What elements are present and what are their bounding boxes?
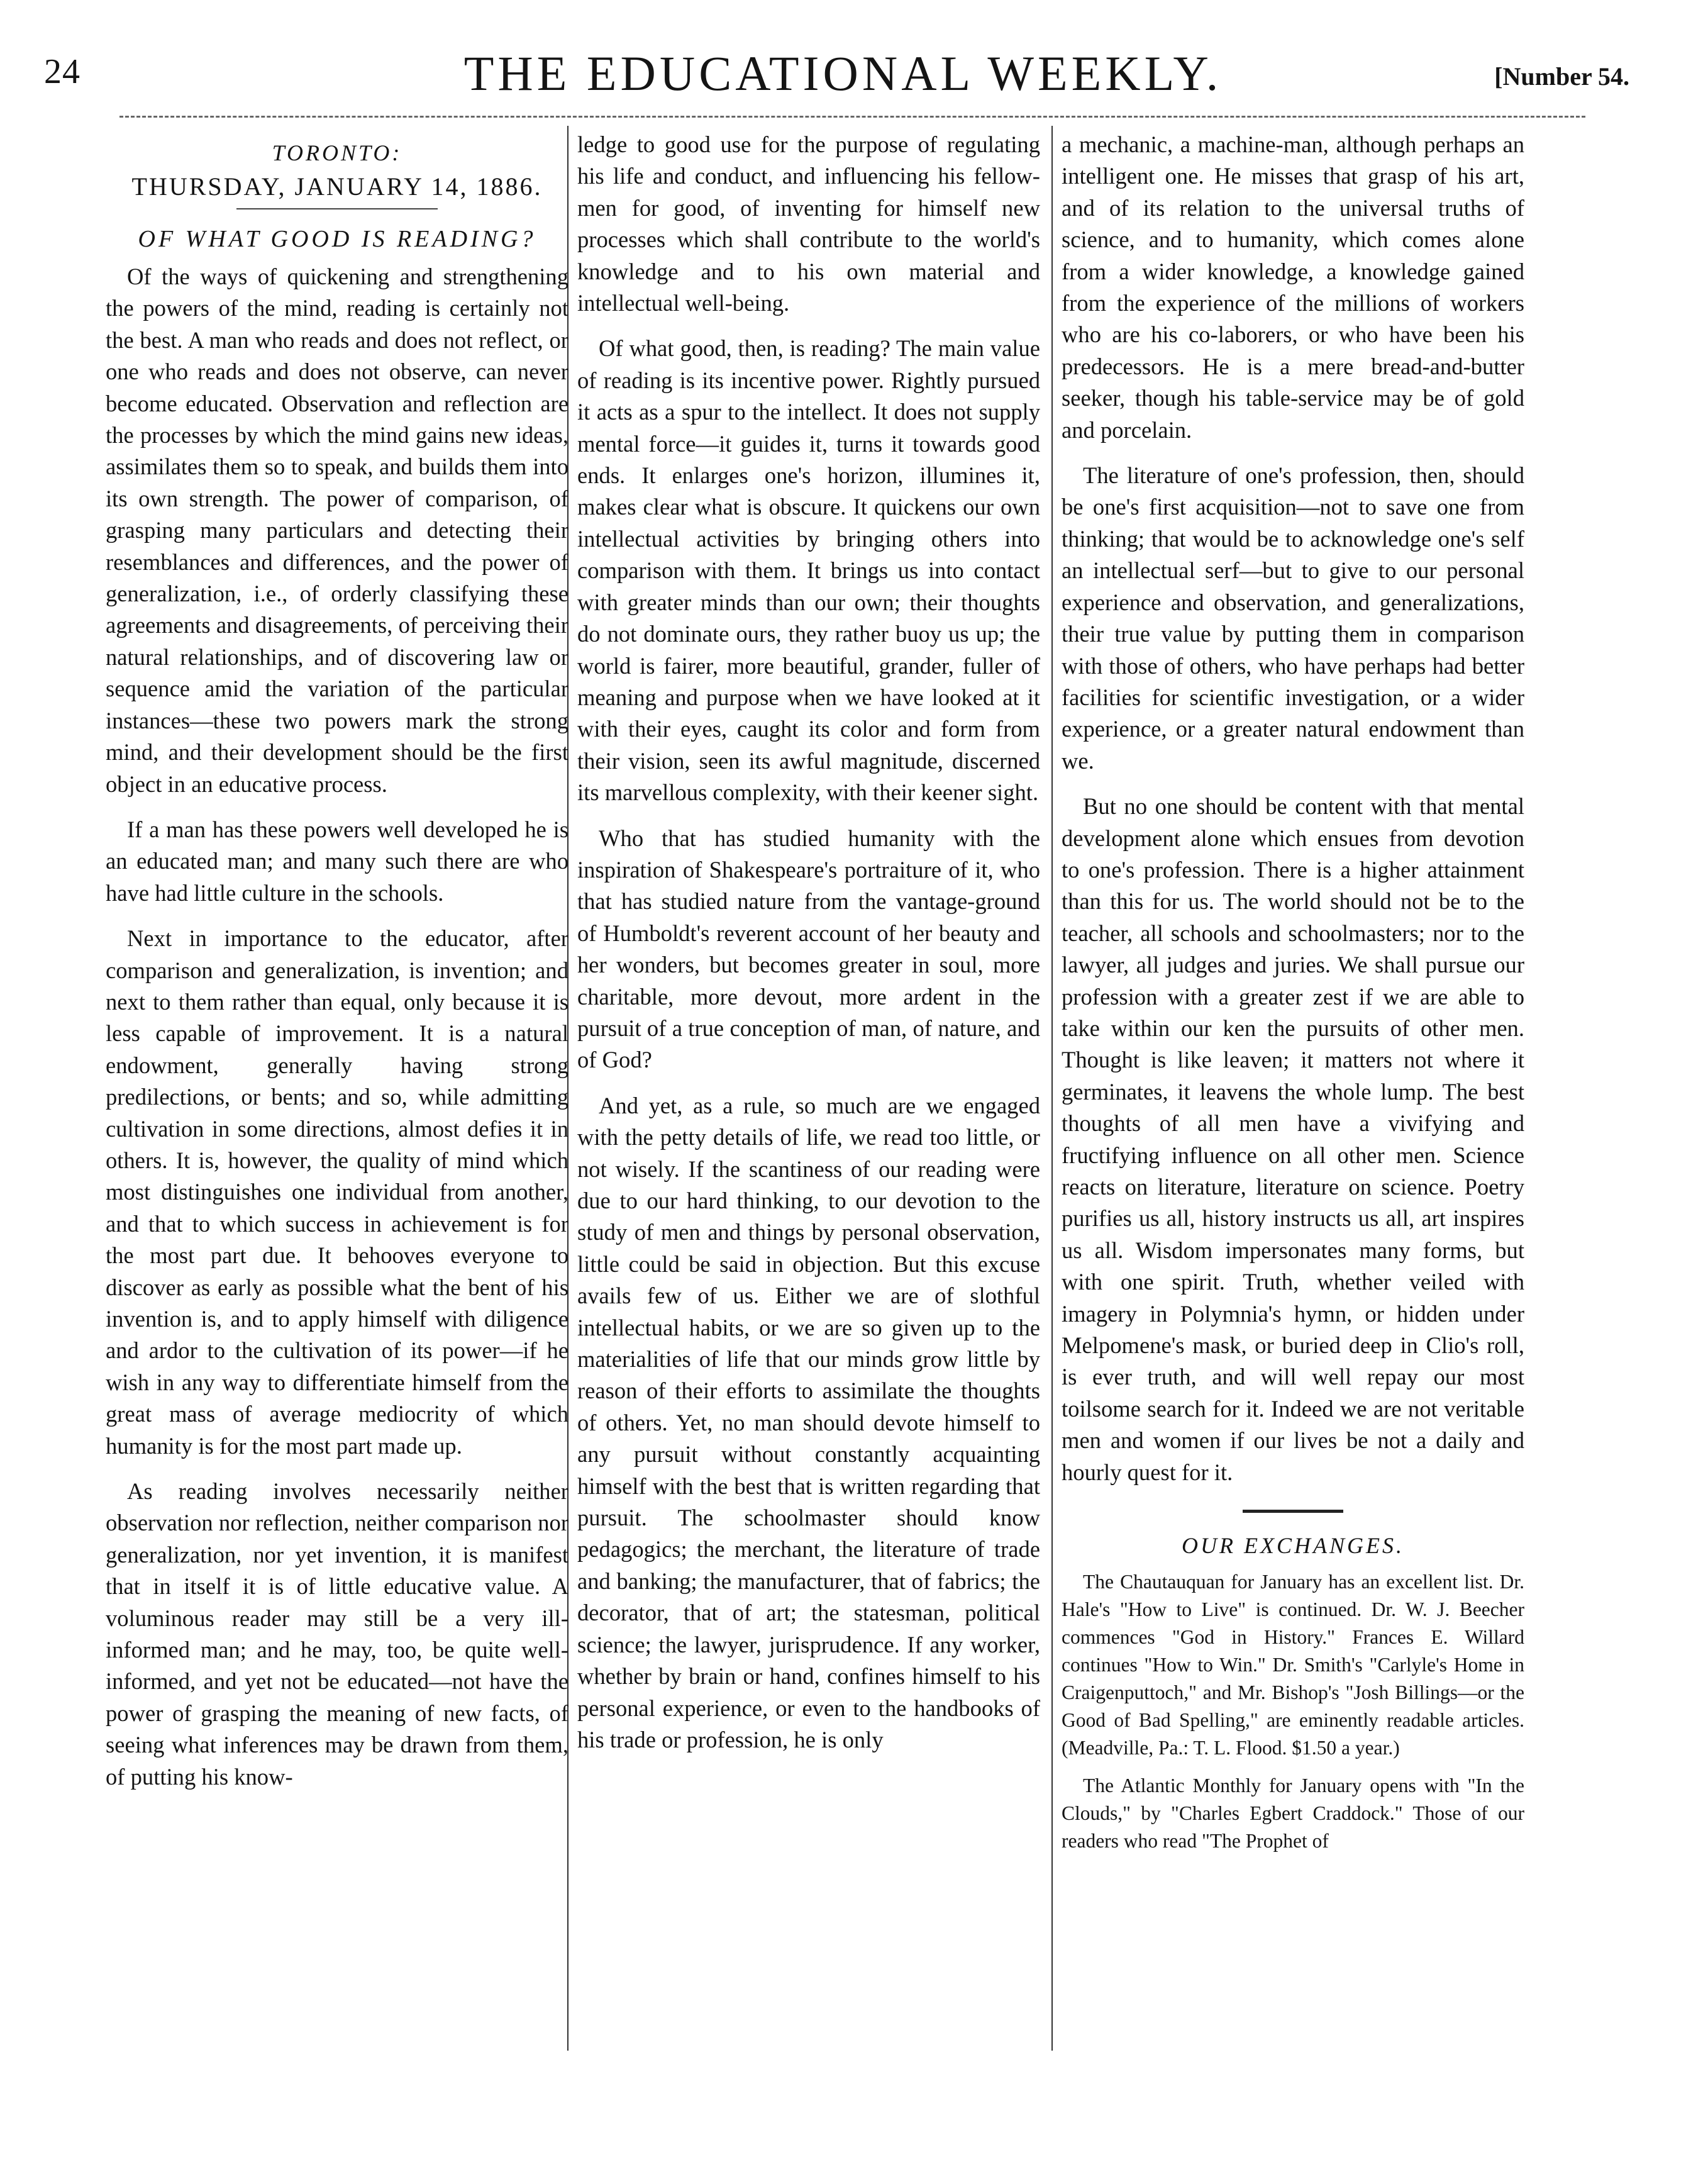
- page-number: 24: [44, 52, 80, 91]
- column-2: [577, 129, 1040, 2129]
- paragraph: The literature of one's profession, then, should be one's first acquisition—not to save one from thinking; that would be to acknowledge one's self an intellectual serf—but to give to our personal experience and observation, and generalizations, their true value by putting them in comparison with those of others, who have perhaps had better facilities for scientific investigation, or a wider experience, or a greater natural endowment than we.: [1062, 462, 1524, 774]
- column-divider: [1051, 126, 1053, 2051]
- paragraph: ledge to good use for the purpose of regulating his life and conduct, and influencing his fellow-men for good, of inventing for himself new processes which shall contribute to the world's knowledge and to his own material and intellectual well-being.: [577, 131, 1040, 316]
- paragraph: Next in importance to the educator, after comparison and generalization, is invention; and next to them rather than equal, only because it is less capable of improvement. It is a natural endowment, generally having strong predilections, or bents; and so, while admitting cultivation in some directions, almost defies it in others. It is, however, the quality of mind which most distinguishes one individual from another, and that to which success in achievement is for the most part due. It behooves everyone to discover as early as possible what the bent of his invention is, and to apply himself with diligence and ardor to the cultivation of its power—if he wish in any way to differentiate himself from the great mass of average mediocrity of which humanity is for the most part made up.: [106, 925, 568, 1459]
- paragraph: Of the ways of quickening and strengthening the powers of the mind, reading is certainly not the best. A man who reads and does not reflect, or one who reads and does not observe, can never become educated. Observation and reflection are the processes by which the mind gains new ideas, assimilates them so to speak, and builds them into its own strength. The power of comparison, of grasping many particulars and detecting their resemblances and differences, and the power of generalization, i.e., of orderly classifying these agreements and disagreements, of perceiving their natural relationships, and of discovering law or sequence amid the variation of the particular instances—these two powers mark the strong mind, and their development should be the first object in an educative process.: [106, 264, 568, 797]
- article-title: OF WHAT GOOD IS READING?: [138, 226, 536, 252]
- column-3: [1062, 129, 1524, 2129]
- paragraph: Of what good, then, is reading? The main value of reading is its incentive power. Rightly pursued it acts as a spur to the intellect. It does not supply mental force—it guides it, turns it towards good ends. It enlarges one's horizon, illumines it, makes clear what is obscure. It quickens our own intellectual activities by bringing others into comparison with them. It brings us into contact with greater minds than our own; their thoughts do not dominate ours, they rather buoy us up; the world is fairer, more beautiful, grander, fuller of meaning and purpose when we have looked at it with their eyes, caught its color and form from their vision, seen its awful magnitude, discerned its marvellous complexity, with their keener sight.: [577, 335, 1040, 806]
- paragraph: If a man has these powers well developed he is an educated man; and many such there are who have had little culture in the schools.: [106, 816, 568, 906]
- section-rule: [1243, 1510, 1343, 1513]
- exchanges-title: OUR EXCHANGES.: [1182, 1533, 1404, 1559]
- dateline-place: TORONTO:: [272, 140, 402, 165]
- paragraph: And yet, as a rule, so much are we engaged with the petty details of life, we read too little, or not wisely. If the scantiness of our reading were due to our hard thinking, to our devotion to the study of men and things by personal observation, little could be said in objection. But this excuse avails few of us. Either we are of slothful intellectual habits, or we are so given up to the materialities of life that our minds grow little by reason of their efforts to assimilate the thoughts of others. Yet, no man should devote himself to any pursuit without constantly acquainting himself with the best that is written regarding that pursuit. The schoolmaster should know pedagogics; the merchant, the literature of trade and banking; the manufacturer, that of fabrics; the decorator, that of art; the statesman, political science; the lawyer, jurisprudence. If any worker, whether by brain or hand, confines himself to his personal experience, or even to the handbooks of his trade or profession, he is only: [577, 1092, 1040, 1752]
- masthead: THE EDUCATIONAL WEEKLY.: [463, 46, 1223, 101]
- dateline-date: THURSDAY, JANUARY 14, 1886.: [131, 172, 543, 201]
- exchanges-section: [1062, 1568, 1524, 1855]
- exchange-item: The Atlantic Monthly for January opens with "In the Clouds," by "Charles Egbert Craddock." Those of our readers who read "The Prophet of: [1062, 1774, 1524, 1852]
- dateline-rule: [236, 208, 438, 209]
- exchange-item: The Chautauquan for January has an excellent list. Dr. Hale's "How to Live" is continued. Dr. W. J. Beecher commences "God in History." Frances E. Willard continues "How to Win." Dr. Smith's "Carlyle's Home in Craigenputtoch," and Mr. Bishop's "Josh Billings—or the Good of Bad Spelling," are eminently readable articles. (Meadville, Pa.: T. L. Flood. $1.50 a year.): [1062, 1571, 1524, 1759]
- paragraph: Who that has studied humanity with the inspiration of Shakespeare's portraiture of it, who that has studied nature from the vantage-ground of Humboldt's reverent account of her beauty and her wonders, but becomes greater in soul, more charitable, more devout, more ardent in the pursuit of a true conception of man, of nature, and of God?: [577, 825, 1040, 1073]
- paragraph: But no one should be content with that mental development alone which ensues from devotion to one's profession. There is a higher attainment than this for us. The world should not be to the teacher, all schools and schoolmasters; nor to the lawyer, all judges and juries. We shall pursue our profession with a greater zest if we are able to take within our ken the pursuits of other men. Thought is like leaven; it matters not where it germinates, it leavens the whole lump. The best thoughts of all men have a vivifying and fructifying influence on all other men. Science reacts on literature, literature on science. Poetry purifies us all, history instructs us all, art inspires us all. Wisdom impersonates many forms, but with one spirit. Truth, whether veiled with imagery in Polymnia's hymn, or hidden under Melpomene's mask, or buried deep in Clio's roll, is ever truth, and will well repay our most toilsome search for it. Indeed we are not veritable men and women if our lives be not a daily and hourly quest for it.: [1062, 793, 1524, 1485]
- paragraph: As reading involves necessarily neither observation nor reflection, neither comparison nor generalization, nor yet invention, it is manifest that in itself it is of little educative value. A voluminous reader may still be a very ill-informed man; and he may, too, be quite well-informed, and yet not be educated—not have the power of grasping the meaning of new facts, of seeing what inferences may be drawn from them, of putting his know-: [106, 1478, 568, 1790]
- column-1: [106, 129, 568, 2129]
- header-rule: [119, 116, 1585, 118]
- issue-number: [Number 54.: [1494, 62, 1629, 91]
- paragraph: a mechanic, a machine-man, although perhaps an intelligent one. He misses that grasp of his art, and of its relation to the universal truths of science, and to humanity, which comes alone from a wider knowledge, a knowledge gained from the experience of the millions of workers who are his co-laborers, or who have been his predecessors. He is a mere bread-and-butter seeker, though his table-service may be of gold and porcelain.: [1062, 131, 1524, 443]
